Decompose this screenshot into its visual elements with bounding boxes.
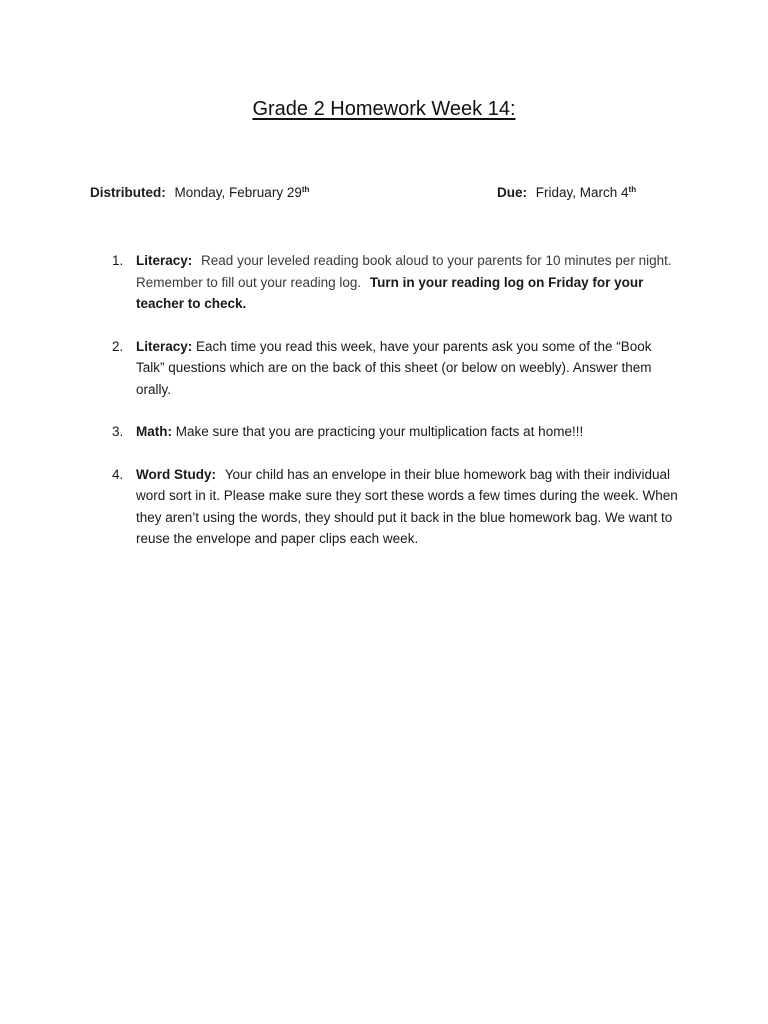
distributed-label: Distributed:	[90, 185, 166, 200]
distributed-date-suffix: th	[301, 185, 310, 194]
due-line	[497, 184, 636, 202]
task-text: Each time you read this week, have your parents ask you some of the “Book Talk” questions which are on the back of this sheet (or below on weebly). Answer them orally.	[136, 338, 652, 397]
page-title: Grade 2 Homework Week 14:	[252, 98, 516, 120]
task-label: Literacy:	[136, 253, 193, 268]
task-list	[108, 250, 678, 571]
task-text: Make sure that you are practicing your multiplication facts at home!!!	[175, 424, 584, 439]
due-date-suffix: th	[628, 185, 637, 194]
task-item-word-study	[108, 464, 678, 550]
task-number: 4.	[112, 466, 124, 482]
distributed-date: Monday, February 29	[174, 185, 302, 200]
task-text: Your child has an envelope in their blue homework bag with their individual word sort in it. Please make sure they sort these words a few times during the week. When they aren’t using the words, they should put it back in the blue homework bag. We want to reuse the envelope and paper clips each week.	[136, 466, 678, 546]
task-label: Word Study:	[136, 466, 216, 482]
task-number: 2.	[112, 338, 124, 354]
task-emphasis: Turn in your reading log on Friday for your teacher to check.	[136, 274, 644, 311]
task-label: Literacy:	[136, 338, 193, 354]
task-number: 1.	[112, 253, 124, 268]
due-label: Due:	[497, 185, 527, 200]
task-text: Read your leveled reading book aloud to your parents for 10 minutes per night. Remember to fill out your reading log.	[136, 253, 672, 290]
task-number: 3.	[112, 424, 124, 439]
task-item-literacy-book-talk	[108, 336, 678, 401]
distributed-line	[90, 184, 309, 202]
task-label: Math:	[136, 424, 172, 439]
task-item-literacy-reading	[108, 250, 678, 315]
task-item-math	[108, 421, 678, 443]
due-date: Friday, March 4	[535, 185, 629, 200]
